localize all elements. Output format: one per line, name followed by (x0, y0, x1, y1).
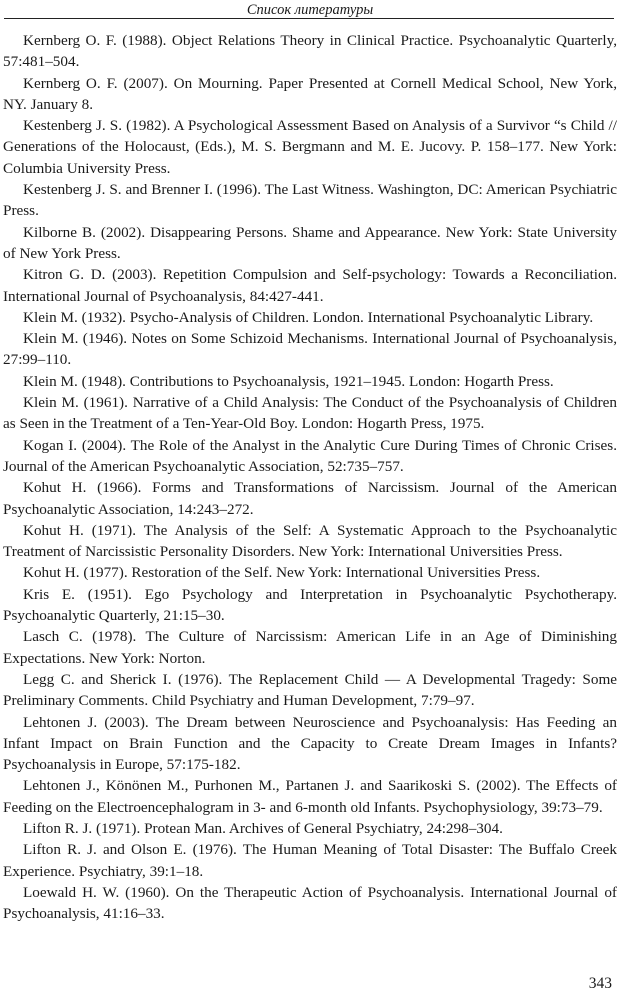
running-header (0, 0, 620, 22)
header-rule (4, 18, 614, 19)
reference-entry: Kohut H. (1977). Restoration of the Self. New York: International Universities Press. (23, 564, 541, 582)
reference-entry: Kris E. (1951). Ego Psychology and Interpretation in Psychoanalytic Psychotherapy. Psychoanalytic Quarterly, 21:15–30. (3, 585, 617, 625)
reference-entry: Lehtonen J., Könönen M., Purhonen M., Partanen J. and Saarikoski S. (2002). The Effects of Feeding on the Electroencephalogram in 3- and 6-month old Infants. Psychophysiology, 39:73–79. (3, 777, 617, 816)
reference-entry: Kohut H. (1966). Forms and Transformations of Narcissism. Journal of the American Psychoanalytic Association, 14:243–272. (3, 479, 617, 518)
reference-entry: Lifton R. J. (1971). Protean Man. Archives of General Psychiatry, 24:298–304. (23, 819, 503, 837)
reference-list (3, 30, 617, 924)
reference-entry: Kogan I. (2004). The Role of the Analyst in the Analytic Cure During Times of Chronic Crises. Journal of the American Psychoanalytic Association, 52:735–757. (3, 436, 617, 475)
reference-entry: Kohut H. (1971). The Analysis of the Self: A Systematic Approach to the Psychoanalytic Treatment of Narcissistic Personality Disorders. New York: International Universities Press. (3, 521, 617, 561)
reference-entry: Kilborne B. (2002). Disappearing Persons. Shame and Appearance. New York: State University of New York Press. (3, 223, 617, 262)
reference-entry: Loewald H. W. (1960). On the Therapeutic Action of Psychoanalysis. International Journal of Psychoanalysis, 41:16–33. (3, 883, 617, 923)
reference-entry: Klein M. (1961). Narrative of a Child Analysis: The Conduct of the Psychoanalysis of Children as Seen in the Treatment of a Ten-Year-Old Boy. London: Hogarth Press, 1975. (3, 394, 617, 433)
reference-entry: Kestenberg J. S. and Brenner I. (1996). The Last Witness. Washington, DC: American Psychiatric Press. (3, 181, 617, 220)
reference-entry: Klein M. (1946). Notes on Some Schizoid Mechanisms. International Journal of Psychoanalysis, 27:99–110. (3, 330, 617, 369)
page-number: 343 (588, 975, 612, 992)
reference-entry: Kernberg O. F. (2007). On Mourning. Paper Presented at Cornell Medical School, New York, NY. January 8. (3, 74, 617, 113)
reference-entry: Kernberg O. F. (1988). Object Relations Theory in Clinical Practice. Psychoanalytic Quarterly, 57:481–504. (3, 32, 617, 71)
reference-entry: Lifton R. J. and Olson E. (1976). The Human Meaning of Total Disaster: The Buffalo Creek Experience. Psychiatry, 39:1–18. (3, 841, 617, 880)
reference-entry: Klein M. (1948). Contributions to Psychoanalysis, 1921–1945. London: Hogarth Press. (23, 372, 554, 390)
running-header-title: Список литературы (246, 2, 374, 18)
reference-entry: Lehtonen J. (2003). The Dream between Neuroscience and Psychoanalysis: Has Feeding an Infant Impact on Brain Function and the Capacity to Create Dream Images in Infants? Psychoanalysis in Europe, 57:175-182. (3, 713, 617, 774)
reference-entry: Kitron G. D. (2003). Repetition Compulsion and Self-psychology: Towards a Reconciliation. International Journal of Psychoanalysis, 84:427-441. (3, 266, 617, 305)
reference-entry: Kestenberg J. S. (1982). A Psychological Assessment Based on Analysis of a Survivor “s Child // Generations of the Holocaust, (Eds.), M. S. Bergmann and M. E. Jucovy. P. 158–177. New York: Columbia University Press. (3, 117, 617, 177)
reference-entry: Klein M. (1932). Psycho-Analysis of Children. London. International Psychoanalytic Library. (23, 308, 594, 326)
reference-entry: Lasch C. (1978). The Culture of Narcissism: American Life in an Age of Diminishing Expectations. New York: Norton. (3, 628, 617, 667)
reference-entry: Legg C. and Sherick I. (1976). The Replacement Child — A Developmental Tragedy: Some Preliminary Comments. Child Psychiatry and Human Development, 7:79–97. (3, 670, 617, 710)
